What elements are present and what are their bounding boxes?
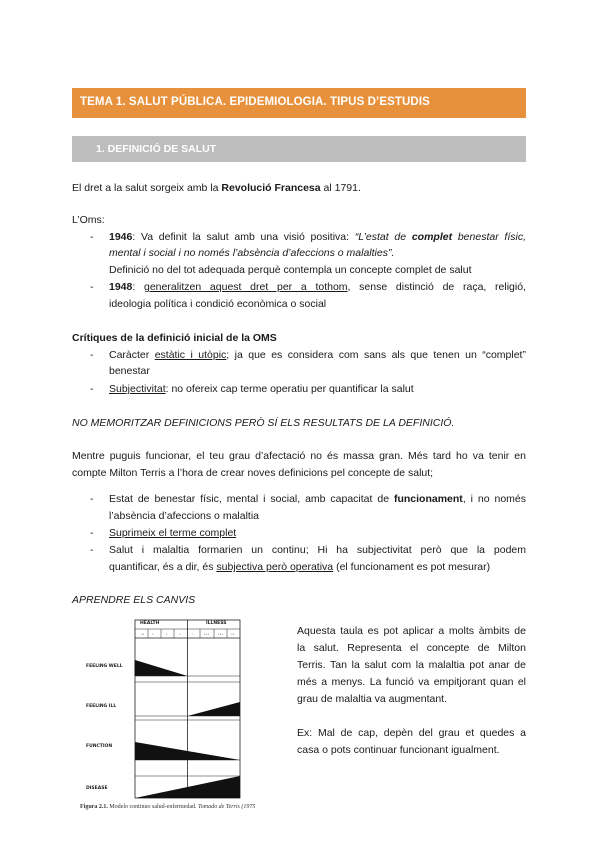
side-text-line: Ex: Mal de cap, depèn del grau et quedes a [297, 727, 526, 739]
terris-paragraph-line2: compte Milton Terris a l’hora de crear noves definicions pel concepte de salut; [72, 467, 434, 479]
side-text-line: Aquesta taula es pot aplicar a molts àmbits de [297, 625, 526, 637]
bullet-dash: - [90, 231, 94, 243]
section-heading-bar [72, 136, 526, 162]
svg-text:••: •• [141, 632, 145, 636]
health-illness-figure [80, 618, 280, 803]
terris-point-3-line2: quantificar, és a dir, és subjectiva però operativa (el funcionament es pot mesurar) [109, 561, 491, 573]
figure-header-health: HEALTH [140, 621, 160, 626]
bullet-dash: - [90, 544, 94, 556]
terris-paragraph-line1: Mentre puguis funcionar, el teu grau d’afectació no és massa gran. Més tard ho va tenir en [72, 450, 526, 462]
terris-point-1-line1: Estat de benestar físic, mental i social, amb capacitat de funcionament, i no només [109, 493, 527, 505]
svg-text:•: • [179, 632, 181, 636]
svg-text:•••: ••• [218, 632, 224, 636]
feeling-ill-wedge [188, 702, 241, 716]
feeling-well-wedge [135, 660, 188, 676]
svg-text:•••: ••• [204, 632, 210, 636]
svg-text:••: •• [231, 632, 235, 636]
svg-text:•: • [152, 632, 154, 636]
figure-row-feeling-ill: FEELING ILL [86, 704, 117, 709]
topic-title: TEMA 1. SALUT PÚBLICA. EPIDEMIOLOGIA. TIPUS D’ESTUDIS [80, 96, 430, 108]
terris-point-2: Suprimeix el terme complet [109, 527, 237, 539]
svg-text:•: • [192, 632, 194, 636]
figure-row-feeling-well: FEELING WELL [86, 664, 123, 669]
memorize-note: NO MEMORITZAR DEFINICIONS PERÒ SÍ ELS RESULTATS DE LA DEFINICIÓ. [72, 417, 455, 429]
side-text-line: la salut. Representa el concepte de Milton [297, 642, 526, 654]
bullet-dash: - [90, 281, 94, 293]
critique-1-line2: benestar [109, 365, 150, 377]
side-text-line: grau de malaltia va augmentant. [297, 693, 448, 705]
bullet-1946-line3: Definició no del tot adequada perquè contempla un concepte complet de salut [109, 264, 472, 276]
section-heading: 1. DEFINICIÓ DE SALUT [96, 143, 217, 155]
bullet-1946-line1: 1946: Va definit la salut amb una visió positiva: “L’estat de complet benestar físic, [109, 231, 527, 243]
svg-text:•: • [166, 632, 168, 636]
bullet-dash: - [90, 349, 94, 361]
side-text-line: més a menys. La funció va empitjorant quan el [297, 676, 526, 688]
health-illness-continuum-diagram [80, 618, 280, 803]
bullet-dash: - [90, 383, 94, 395]
bullet-1948-line1: 1948: generalitzen aquest dret per a tothom, sense distinció de raça, religió, [109, 281, 526, 293]
learn-changes-label: APRENDRE ELS CANVIS [72, 594, 196, 606]
critique-2: Subjectivitat: no ofereix cap terme operatiu per quantificar la salut [109, 383, 414, 395]
topic-title-bar [72, 88, 526, 118]
critiques-heading: Crítiques de la definició inicial de la OMS [72, 332, 277, 344]
figure-caption: Figura 2.1. Modelo continuo salud-enfermedad. Tomado de Terris (1975 [80, 804, 256, 810]
side-text-line: casa o pots continuar funcionant igualment. [297, 744, 500, 756]
bullet-1948-line2: ideologia política i condició econòmica o social [109, 298, 327, 310]
terris-point-3-line1: Salut i malaltia formarien un continu; Hi ha subjectivitat però que la podem [109, 544, 526, 556]
figure-row-disease: DISEASE [86, 786, 108, 791]
terris-point-1-line2: l’absència d’afeccions o malaltia [109, 510, 259, 522]
oms-label: L’Oms: [72, 214, 105, 226]
intro-paragraph: El dret a la salut sorgeix amb la Revolució Francesa al 1791. [72, 182, 361, 194]
side-text-line: Terris. Tan la salut com la malaltia pot anar de [297, 659, 526, 671]
bullet-dash: - [90, 527, 94, 539]
critique-1-line1: Caràcter estàtic i utòpic; ja que es considera com sans als que tenen un “complet” [109, 349, 526, 361]
figure-row-function: FUNCTION [86, 744, 113, 749]
bullet-dash: - [90, 493, 94, 505]
figure-header-illness: ILLNESS [206, 621, 227, 626]
bullet-1946-line2: mental i social i no només l’absència d’afeccions o malalties”. [109, 247, 395, 259]
